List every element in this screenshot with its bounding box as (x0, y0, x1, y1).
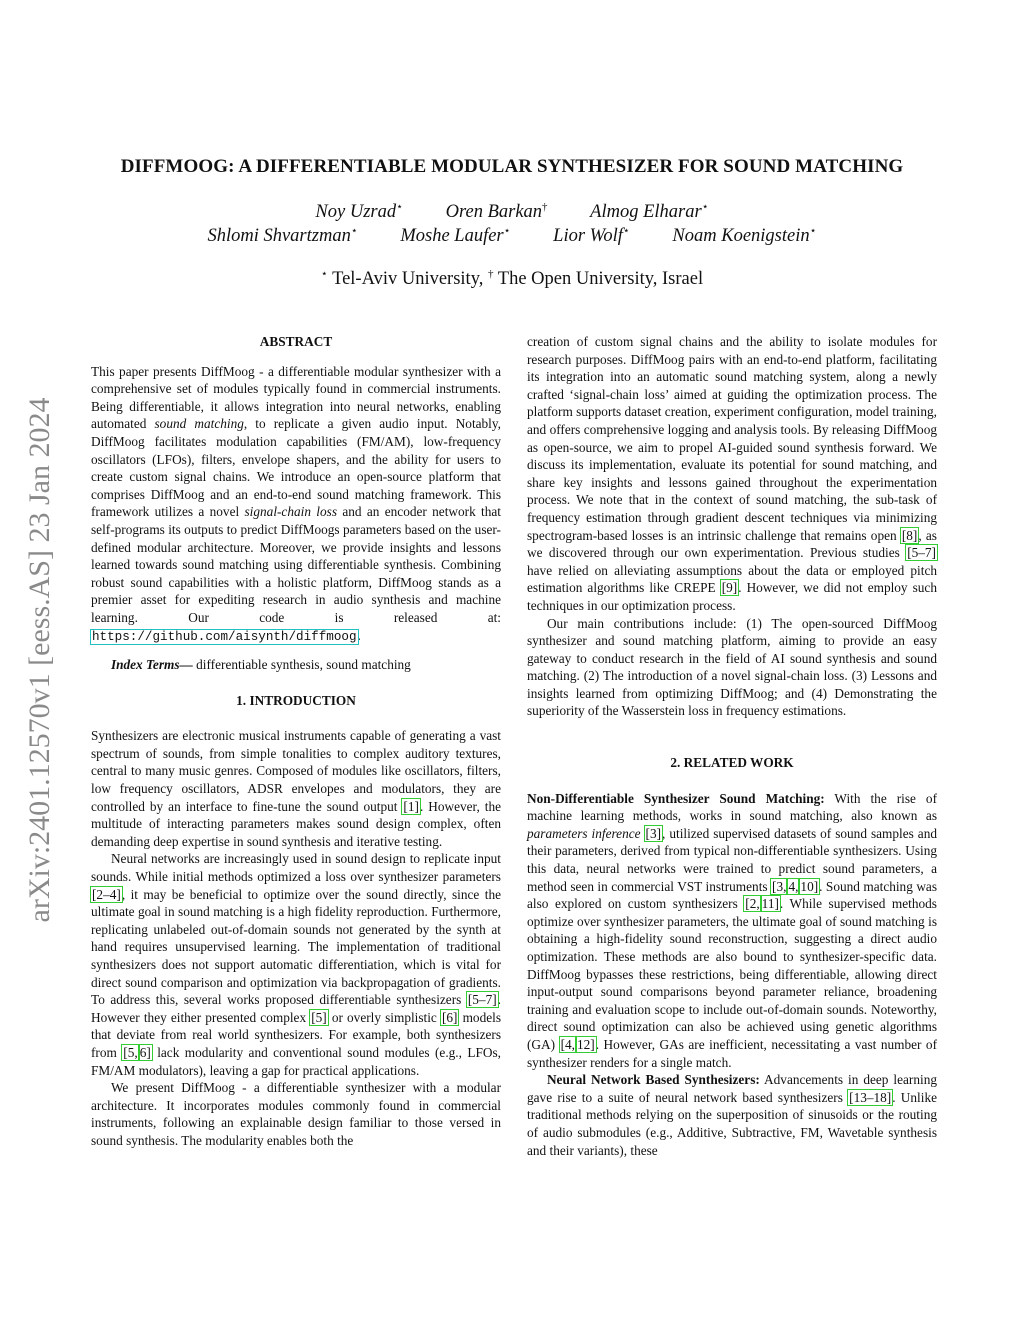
author-row-1 (0, 200, 1024, 223)
author: Oren Barkan† (445, 201, 548, 223)
author: Moshe Laufer⋆ (400, 225, 511, 247)
citation-link[interactable]: [3] (645, 825, 662, 841)
citation-link[interactable]: [2, (745, 896, 760, 912)
intro-paragraph-1: Synthesizers are electronic musical instruments capable of generating a vast spectrum of sounds, from simple tonalities to complex auditory textures, central to many music genres. Composed of modules like oscillators, filters, low frequency oscillators, ADSR envelopes and modulators, they are controlled by an interface to fine-tune the sound output [1]. However, the multitude of interacting parameters makes sound design complex, often demanding deep expertise in sound synthesis and iterative testing. (91, 728, 501, 849)
index-terms: Index Terms— differentiable synthesis, sound matching (110, 657, 411, 673)
citation-link[interactable]: [1] (403, 798, 419, 814)
contributions-paragraph: Our main contributions include: (1) The open-sourced DiffMoog synthesizer and sound matching platform, aiming to provide an easy gateway to conduct research in the field of AI sound synthesis and sound matching. (2) The introduction of a novel signal-chain loss. (3) Lessons and insights learned from optimizing DiffMoog; and (4) Demonstrating the superiority of the Wasserstein loss in frequency estimations. (527, 615, 937, 719)
affiliations: ⋆ Tel-Aviv University, † The Open University, Israel (320, 268, 704, 290)
citation-link[interactable]: [2–4] (92, 886, 121, 902)
citation-link[interactable]: [5–7] (467, 992, 497, 1008)
citation-link[interactable]: 12] (576, 1036, 595, 1052)
citation-link[interactable]: [6] (441, 1009, 458, 1025)
intro-paragraph-2: Neural networks are increasingly used in sound design to replicate input sounds. While initial methods optimized a loss over synthesizer parameters [2–4], it may be beneficial to optimize over the sound directly, since the ultimate goal in sound matching is a high fidelity reproduction. Furthermore, replicating unlabeled out-of-domain sounds not generated by the synth at hand requires unsupervised learning. The implementation of traditional synthesizers does not support automatic differentiation, which is vital for direct sound comparison and optimization via backpropagation of gradients. To address this, several works proposed differentiable synthesizers [5–7]. However they either presented complex [5] or overly simplistic [6] models that deviate from real world synthesizers. For example, both synthesizers from [5, 6] lack modularity and conventional sound modules (e.g., LFOs, FM/AM modulators), leaving a gap for practical applications. (91, 851, 501, 1078)
right-column (527, 333, 937, 1159)
author: Almog Elharar⋆ (590, 201, 709, 223)
intro-paragraph-3-continued: creation of custom signal chains and the ability to isolate modules for research purposes. DiffMoog pairs with an end-to-end platform, facilitating its integration into an automatic sound matching system, along a newly crafted ‘signal-chain loss’ aimed at guiding the optimization process. The platform supports dataset creation, experiment configuration, model training, and offers comprehensive logging and analysis tools. By releasing DiffMoog as open-source, we aim to propel AI-guided sound synthesis forward. We discuss its implementation, evaluate its potential for sound matching, and share key insights and lessons gained throughout the experimentation process. We note that in the context of sound matching, the sub-task of frequency estimation through gradient descent techniques via minimizing spectrogram-based losses is an intrinsic challenge that remains open [8], as we discovered through our own experimentation. Previous studies [5–7] have relied on alleviating assumptions about the data or employed pitch estimation algorithms like CREPE [9]. However, we did not employ such techniques in our optimization process. (527, 334, 937, 613)
citation-link[interactable]: 11] (761, 896, 779, 912)
citation-link[interactable]: 6] (139, 1044, 151, 1060)
left-column (91, 333, 501, 1150)
author: Lior Wolf⋆ (553, 225, 630, 247)
citation-link[interactable]: [9] (721, 580, 738, 596)
introduction-heading: 1. INTRODUCTION (236, 692, 356, 708)
citation-link[interactable]: [4, (560, 1036, 575, 1052)
citation-link[interactable]: [5–7] (907, 545, 936, 561)
citation-link[interactable]: [8] (901, 527, 918, 543)
abstract-heading: ABSTRACT (259, 334, 333, 349)
abstract-paragraph: This paper presents DiffMoog - a differentiable modular synthesizer with a comprehensive set of modules typically found in commercial instruments. Being differentiable, it allows integration into neural networks, enabling automated sound matching, to replicate a given audio input. Notably, DiffMoog facilitates modulation capabilities (FM/AM), low-frequency oscillators (LFOs), filters, envelope shapers, and the ability for users to create custom signal chains. We introduce an open-source platform that comprises DiffMoog and an end-to-end sound matching framework. This framework utilizes a novel signal-chain loss and an encoder network that self-programs its outputs to predict DiffMoogs parameters based on the user-defined modular architecture. Moreover, we provide insights and lessons learned towards sound matching using differentiable synthesis. Combining robust sound capabilities with a holistic platform, DiffMoog stands as a premier asset for expediting research in audio synthesis and machine learning. Our code is released at: https://github.com/aisynth/diffmoog. (91, 363, 501, 644)
citation-link[interactable]: 10] (800, 878, 819, 894)
author-row-2 (0, 224, 1024, 247)
code-url-link[interactable]: https://github.com/aisynth/diffmoog (92, 629, 357, 644)
arxiv-identifier: arXiv:2401.12570v1 [eess.AS] 23 Jan 2024 (23, 397, 56, 923)
paper-title: DIFFMOOG: A DIFFERENTIABLE MODULAR SYNTHESIZER FOR SOUND MATCHING (120, 156, 904, 177)
citation-link[interactable]: [5] (311, 1009, 327, 1025)
intro-paragraph-3: We present DiffMoog - a differentiable synthesizer with a modular architecture. It incorporates modules commonly found in commercial instruments, following an explainable design familiar to those versed in sound synthesis. The modularity enables both the (91, 1080, 501, 1148)
author: Noy Uzrad⋆ (315, 201, 403, 223)
citation-link[interactable]: 4, (788, 878, 799, 894)
author: Noam Koenigstein⋆ (672, 225, 817, 247)
related-paragraph-2: Neural Network Based Synthesizers: Advancements in deep learning gave rise to a suite of neural network based synthesizers [13–18]. Unlike traditional methods relying on the superposition of sinusoids or the routing of audio submodules (e.g., Additive, Subtractive, FM, Wavetable synthesis and their variants), these (527, 1072, 937, 1158)
citation-link[interactable]: [3, (772, 878, 787, 894)
citation-link[interactable]: [13–18] (849, 1089, 892, 1105)
author: Shlomi Shvartzman⋆ (207, 225, 358, 247)
citation-link[interactable]: [5, (123, 1044, 138, 1060)
related-work-heading: 2. RELATED WORK (670, 755, 794, 771)
related-paragraph-1: Non-Differentiable Synthesizer Sound Matching: With the rise of machine learning methods, works in sound matching, also known as parameters inference [3], utilized supervised datasets of sound samples and their parameters, derived from typical non-differentiable synthesizers. Using this data, neural networks were trained to predict sound parameters, a method seen in commercial VST instruments [3, 4, 10]. Sound matching was also explored on custom synthesizers [2, 11]. While supervised methods optimize over synthesizer parameters, the ultimate goal of sound matching is obtaining a high-fidelity sound reconstruction, suggesting a direct audio optimization. These methods are also bound to synthesizer-specific data. DiffMoog bypasses these restrictions, being differentiable, allowing direct input-output sound comparisons beyond parameter reliance, broadening training and evaluation scope to include out-of-domain sounds. Noteworthy, direct sound optimization can also be achieved using genetic algorithms (GA) [4, 12]. However, GAs are inefficient, necessitating a vast number of synthesizer renders for a single match. (527, 790, 938, 1070)
